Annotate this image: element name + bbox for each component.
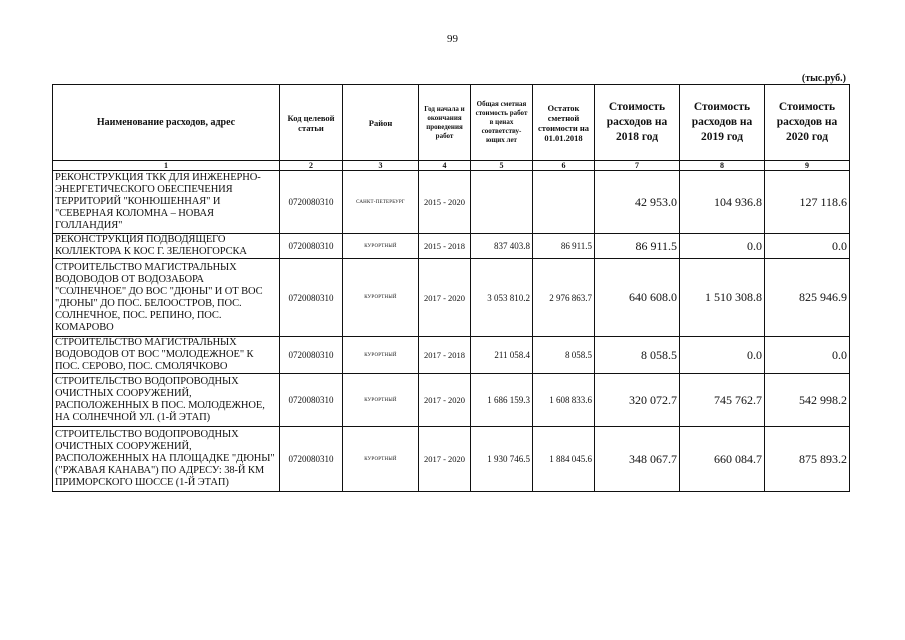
cell-code: 0720080310 [280, 171, 343, 234]
cell-years: 2015 - 2018 [419, 234, 471, 259]
col-header-cost-2018: Стоимость расходов на 2018 год [595, 85, 680, 161]
cell-cost-2019: 1 510 308.8 [680, 259, 765, 337]
table-row [53, 234, 850, 259]
cell-years: 2017 - 2020 [419, 259, 471, 337]
cell-cost-2019: 745 762.7 [680, 374, 765, 427]
col-number: 9 [765, 161, 850, 171]
cell-cost-2020: 0.0 [765, 337, 850, 374]
cell-remainder: 1 884 045.6 [533, 427, 595, 492]
cell-name: СТРОИТЕЛЬСТВО ВОДОПРОВОДНЫХ ОЧИСТНЫХ СООРУЖЕНИЙ, РАСПОЛОЖЕННЫХ НА ПЛОЩАДКЕ "ДЮНЫ" ("РЖАВАЯ КАНАВА") ПО АДРЕСУ: 38-Й КМ ПРИМОРСКОГО ШОССЕ (1-Й ЭТАП) [53, 427, 280, 492]
cell-remainder: 8 058.5 [533, 337, 595, 374]
cell-cost-2019: 104 936.8 [680, 171, 765, 234]
cell-total: 1 930 746.5 [471, 427, 533, 492]
cell-cost-2018: 42 953.0 [595, 171, 680, 234]
cell-district: КУРОРТНЫЙ [343, 234, 419, 259]
cell-cost-2018: 8 058.5 [595, 337, 680, 374]
column-number-row [53, 161, 850, 171]
cell-name: РЕКОНСТРУКЦИЯ ПОДВОДЯЩЕГО КОЛЛЕКТОРА К КОС Г. ЗЕЛЕНОГОРСКА [53, 234, 280, 259]
cell-cost-2019: 0.0 [680, 337, 765, 374]
cell-years: 2017 - 2018 [419, 337, 471, 374]
cell-total: 3 053 810.2 [471, 259, 533, 337]
cell-cost-2020: 542 998.2 [765, 374, 850, 427]
col-number: 3 [343, 161, 419, 171]
col-header-name: Наименование расходов, адрес [53, 85, 280, 161]
cell-total [471, 171, 533, 234]
cell-district: КУРОРТНЫЙ [343, 427, 419, 492]
cell-district: КУРОРТНЫЙ [343, 259, 419, 337]
header-row [53, 85, 850, 161]
cell-total: 211 058.4 [471, 337, 533, 374]
cell-remainder: 86 911.5 [533, 234, 595, 259]
cell-cost-2020: 825 946.9 [765, 259, 850, 337]
cell-code: 0720080310 [280, 337, 343, 374]
cell-cost-2018: 86 911.5 [595, 234, 680, 259]
budget-table [52, 84, 850, 492]
cell-district: КУРОРТНЫЙ [343, 337, 419, 374]
cell-cost-2020: 875 893.2 [765, 427, 850, 492]
cell-code: 0720080310 [280, 259, 343, 337]
cell-name: РЕКОНСТРУКЦИЯ ТКК ДЛЯ ИНЖЕНЕРНО-ЭНЕРГЕТИЧЕСКОГО ОБЕСПЕЧЕНИЯ ТЕРРИТОРИЙ "КОНЮШЕННАЯ" И "СЕВЕРНАЯ КОЛОМНА – НОВАЯ ГОЛЛАНДИЯ" [53, 171, 280, 234]
col-number: 2 [280, 161, 343, 171]
cell-cost-2020: 0.0 [765, 234, 850, 259]
col-header-years: Год начала и окончания проведения работ [419, 85, 471, 161]
cell-years: 2015 - 2020 [419, 171, 471, 234]
col-number: 6 [533, 161, 595, 171]
table-row [53, 171, 850, 234]
table-row [53, 259, 850, 337]
cell-cost-2019: 0.0 [680, 234, 765, 259]
cell-years: 2017 - 2020 [419, 427, 471, 492]
cell-district: САНКТ-ПЕТЕРБУРГ [343, 171, 419, 234]
cell-cost-2020: 127 118.6 [765, 171, 850, 234]
page-number: 99 [447, 33, 458, 45]
cell-remainder [533, 171, 595, 234]
cell-cost-2018: 640 608.0 [595, 259, 680, 337]
col-header-code: Код целевой статьи [280, 85, 343, 161]
cell-district: КУРОРТНЫЙ [343, 374, 419, 427]
col-header-remainder: Остаток сметной стоимости на 01.01.2018 [533, 85, 595, 161]
cell-code: 0720080310 [280, 427, 343, 492]
cell-name: СТРОИТЕЛЬСТВО МАГИСТРАЛЬНЫХ ВОДОВОДОВ ОТ ВОДОЗАБОРА "СОЛНЕЧНОЕ" ДО ВОС "ДЮНЫ" И ОТ ВОС "ДЮНЫ" ДО ПОС. БЕЛООСТРОВ, ПОС. СОЛНЕЧНОЕ, ПОС. РЕПИНО, ПОС. КОМАРОВО [53, 259, 280, 337]
col-header-total: Общая сметная стоимость работ в ценах соответству-ющих лет [471, 85, 533, 161]
col-header-cost-2019: Стоимость расходов на 2019 год [680, 85, 765, 161]
col-header-cost-2020: Стоимость расходов на 2020 год [765, 85, 850, 161]
cell-name: СТРОИТЕЛЬСТВО МАГИСТРАЛЬНЫХ ВОДОВОДОВ ОТ ВОС "МОЛОДЕЖНОЕ" К ПОС. СЕРОВО, ПОС. СМОЛЯЧКОВО [53, 337, 280, 374]
col-number: 1 [53, 161, 280, 171]
col-header-district: Район [343, 85, 419, 161]
cell-remainder: 2 976 863.7 [533, 259, 595, 337]
cell-remainder: 1 608 833.6 [533, 374, 595, 427]
col-number: 5 [471, 161, 533, 171]
cell-cost-2018: 348 067.7 [595, 427, 680, 492]
table-row [53, 374, 850, 427]
col-number: 7 [595, 161, 680, 171]
table-row [53, 427, 850, 492]
cell-total: 1 686 159.3 [471, 374, 533, 427]
cell-cost-2018: 320 072.7 [595, 374, 680, 427]
cell-code: 0720080310 [280, 374, 343, 427]
cell-code: 0720080310 [280, 234, 343, 259]
units-label: (тыс.руб.) [801, 73, 846, 84]
cell-name: СТРОИТЕЛЬСТВО ВОДОПРОВОДНЫХ ОЧИСТНЫХ СООРУЖЕНИЙ, РАСПОЛОЖЕННЫХ В ПОС. МОЛОДЕЖНОЕ, НА СОЛНЕЧНОЙ УЛ. (1-Й ЭТАП) [53, 374, 280, 427]
col-number: 8 [680, 161, 765, 171]
cell-total: 837 403.8 [471, 234, 533, 259]
col-number: 4 [419, 161, 471, 171]
table-row [53, 337, 850, 374]
cell-years: 2017 - 2020 [419, 374, 471, 427]
cell-cost-2019: 660 084.7 [680, 427, 765, 492]
